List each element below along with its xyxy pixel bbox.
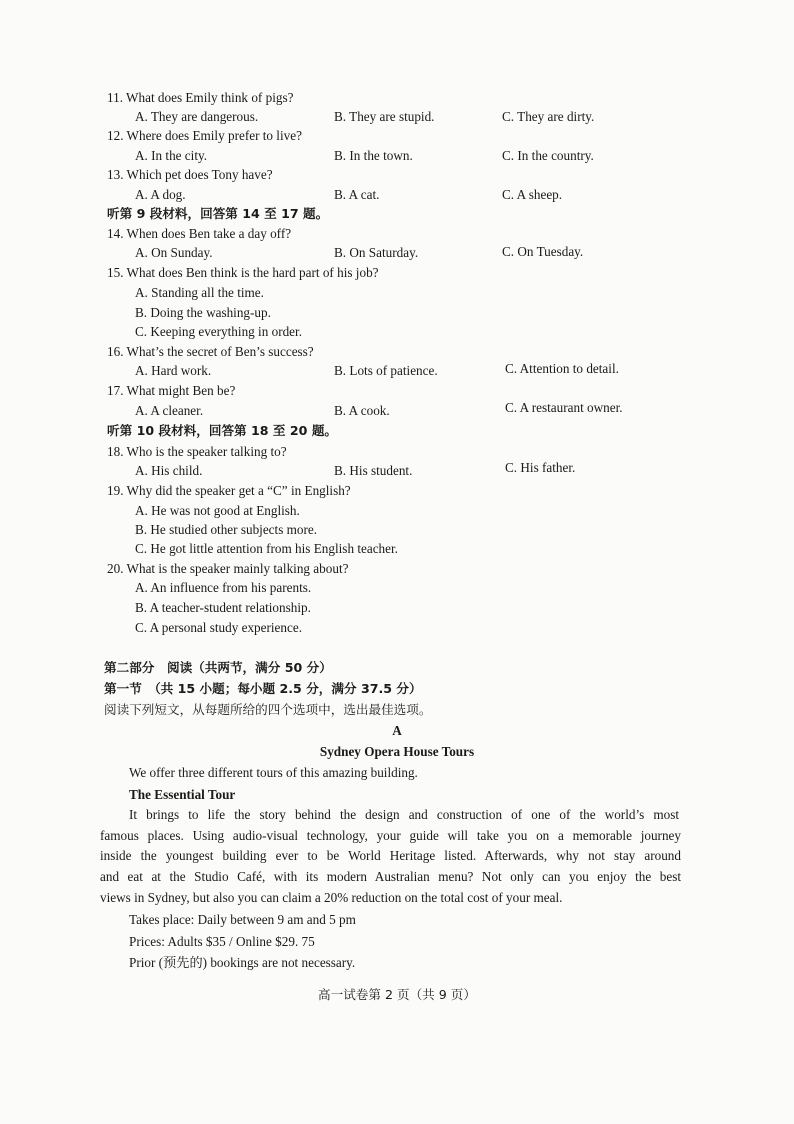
option-c: C. In the country. [502, 148, 594, 163]
option-c: C. A restaurant owner. [505, 400, 623, 415]
option-b: B. Doing the washing-up. [135, 305, 271, 320]
option-c: C. Attention to detail. [505, 361, 619, 376]
question-stem: 19. Why did the speaker get a “C” in English? [107, 483, 351, 498]
option-b: B. In the town. [334, 148, 413, 163]
option-a: A. A cleaner. [135, 403, 204, 418]
option-c: C. A sheep. [502, 187, 563, 202]
option-a: A. His child. [135, 463, 203, 478]
listening-instruction: 听第 10 段材料，回答第 18 至 20 题。 [107, 423, 338, 438]
option-c: C. He got little attention from his English teacher. [135, 541, 398, 556]
option-b: B. On Saturday. [334, 245, 419, 260]
reading-instruction: 阅读下列短文，从每题所给的四个选项中，选出最佳选项。 [104, 702, 432, 717]
option-a: A. On Sunday. [135, 245, 213, 260]
tour-time: Takes place: Daily between 9 am and 5 pm [129, 912, 356, 927]
option-a: A. In the city. [135, 148, 208, 163]
option-c: C. Keeping everything in order. [135, 324, 303, 339]
option-b: B. A teacher-student relationship. [135, 600, 311, 615]
tour-prices: Prices: Adults $35 / Online $29. 75 [129, 934, 315, 949]
paragraph-line: It brings to life the story behind the design and construction of one of the world’s most [129, 807, 679, 822]
listening-instruction: 听第 9 段材料，回答第 14 至 17 题。 [107, 206, 329, 221]
passage-intro: We offer three different tours of this amazing building. [129, 765, 418, 780]
question-stem: 13. Which pet does Tony have? [107, 167, 273, 182]
question-stem: 12. Where does Emily prefer to live? [107, 128, 302, 143]
passage-letter: A [392, 723, 402, 738]
option-c: C. His father. [505, 460, 576, 475]
option-c: C. A personal study experience. [135, 620, 302, 635]
option-a: A. He was not good at English. [135, 503, 300, 518]
option-a: A. A dog. [135, 187, 186, 202]
tour-booking-note: Prior (预先的) bookings are not necessary. [129, 955, 356, 970]
option-b: B. His student. [334, 463, 413, 478]
page-footer: 高一试卷第 2 页（共 9 页） [318, 987, 476, 1002]
option-a: A. Hard work. [135, 363, 212, 378]
option-b: B. They are stupid. [334, 109, 435, 124]
question-stem: 20. What is the speaker mainly talking about? [107, 561, 349, 576]
paragraph-line: and eat at the Studio Café, with its modern Australian menu? Not only can you enjoy the best [100, 869, 681, 884]
option-b: B. He studied other subjects more. [135, 522, 318, 537]
option-a: A. They are dangerous. [135, 109, 259, 124]
section-title: 第一节 （共 15 小题；每小题 2.5 分，满分 37.5 分） [104, 681, 422, 696]
paragraph-line: views in Sydney, but also you can claim a 20% reduction on the total cost of your meal. [100, 890, 563, 905]
passage-title: Sydney Opera House Tours [319, 744, 475, 759]
question-stem: 18. Who is the speaker talking to? [107, 444, 287, 459]
question-stem: 17. What might Ben be? [107, 383, 236, 398]
question-stem: 14. When does Ben take a day off? [107, 226, 292, 241]
question-stem: 11. What does Emily think of pigs? [107, 90, 294, 105]
option-a: A. Standing all the time. [135, 285, 264, 300]
option-c: C. They are dirty. [502, 109, 595, 124]
paragraph-line: famous places. Using audio-visual technology, your guide will take you on a memorable journey [100, 828, 681, 843]
option-b: B. Lots of patience. [334, 363, 438, 378]
part-title: 第二部分 阅读（共两节，满分 50 分） [104, 660, 332, 675]
option-b: B. A cook. [334, 403, 390, 418]
question-stem: 15. What does Ben think is the hard part of his job? [107, 265, 379, 280]
paragraph-line: inside the youngest building ever to be World Heritage listed. Afterwards, why not stay around [100, 848, 681, 863]
tour-title: The Essential Tour [129, 787, 236, 802]
option-b: B. A cat. [334, 187, 380, 202]
option-c: C. On Tuesday. [502, 244, 584, 259]
option-a: A. An influence from his parents. [135, 580, 312, 595]
question-stem: 16. What’s the secret of Ben’s success? [107, 344, 314, 359]
